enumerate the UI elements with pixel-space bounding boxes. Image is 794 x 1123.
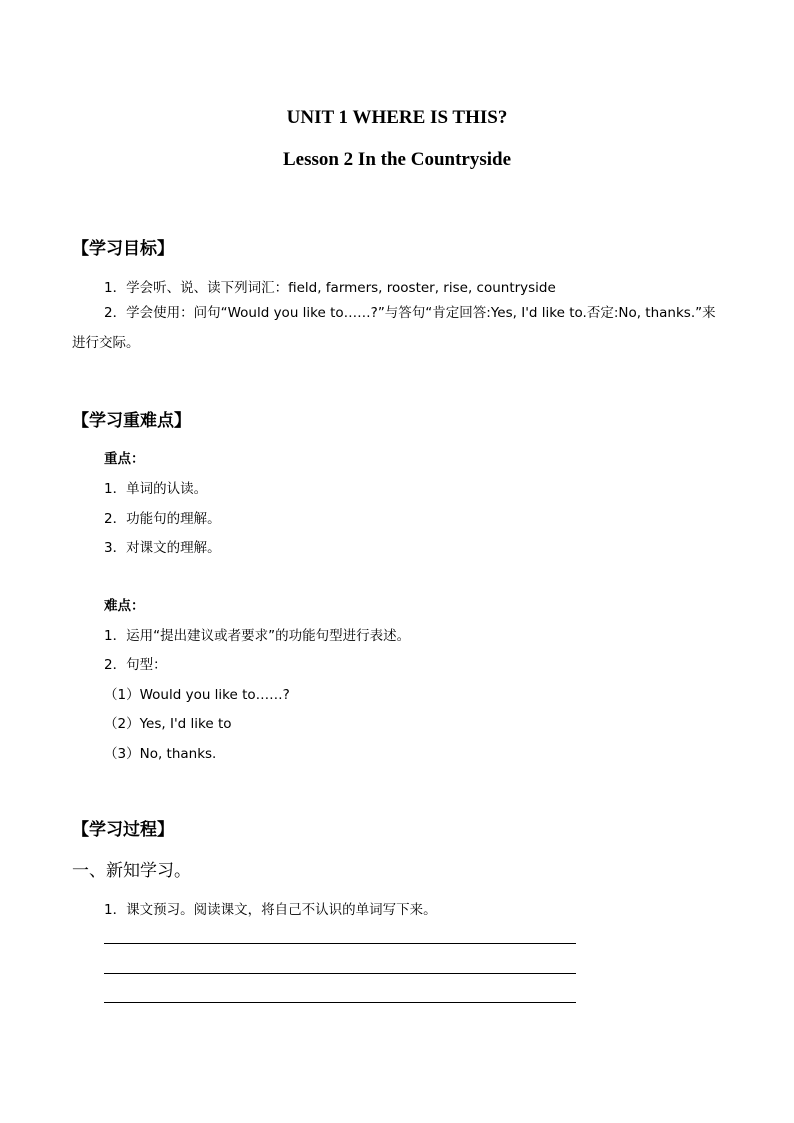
- difficulty-item-2: 2．句型：: [104, 657, 167, 673]
- difficulty-item-4: （2）Yes, I'd like to: [104, 716, 232, 732]
- difficulty-item-5: （3）No, thanks.: [104, 746, 217, 762]
- part1-title: 一、新知学习。: [72, 861, 191, 881]
- difficulty-item-1: 1．运用“提出建议或者要求”的功能句型进行表述。: [104, 628, 411, 644]
- difficulty-label: 难点：: [104, 598, 145, 614]
- key-points-heading: 【学习重难点】: [72, 411, 191, 431]
- task1-instruction: 1．课文预习。阅读课文，将自己不认识的单词写下来。: [104, 902, 437, 918]
- focus-item-2: 2．功能句的理解。: [104, 511, 221, 527]
- objective-item-1: 1．学会听、说、读下列词汇：field, farmers, rooster, rise, countryside: [104, 280, 556, 296]
- lesson-title: Lesson 2 In the Countryside: [282, 149, 512, 170]
- focus-item-3: 3．对课文的理解。: [104, 540, 221, 556]
- process-heading: 【学习过程】: [72, 820, 174, 840]
- answer-line-1[interactable]: [104, 943, 576, 944]
- answer-line-2[interactable]: [104, 973, 576, 974]
- objective-item-2: 2．学会使用：问句“Would you like to……?”与答句“肯定回答:Yes, I'd like to.否定:No, thanks.”来进行交际。: [72, 305, 716, 351]
- answer-line-3[interactable]: [104, 1002, 576, 1003]
- focus-item-1: 1．单词的认读。: [104, 481, 208, 497]
- unit-title: UNIT 1 WHERE IS THIS?: [286, 107, 508, 128]
- focus-label: 重点：: [104, 451, 145, 467]
- objectives-heading: 【学习目标】: [72, 239, 174, 259]
- difficulty-item-3: （1）Would you like to……?: [104, 687, 290, 703]
